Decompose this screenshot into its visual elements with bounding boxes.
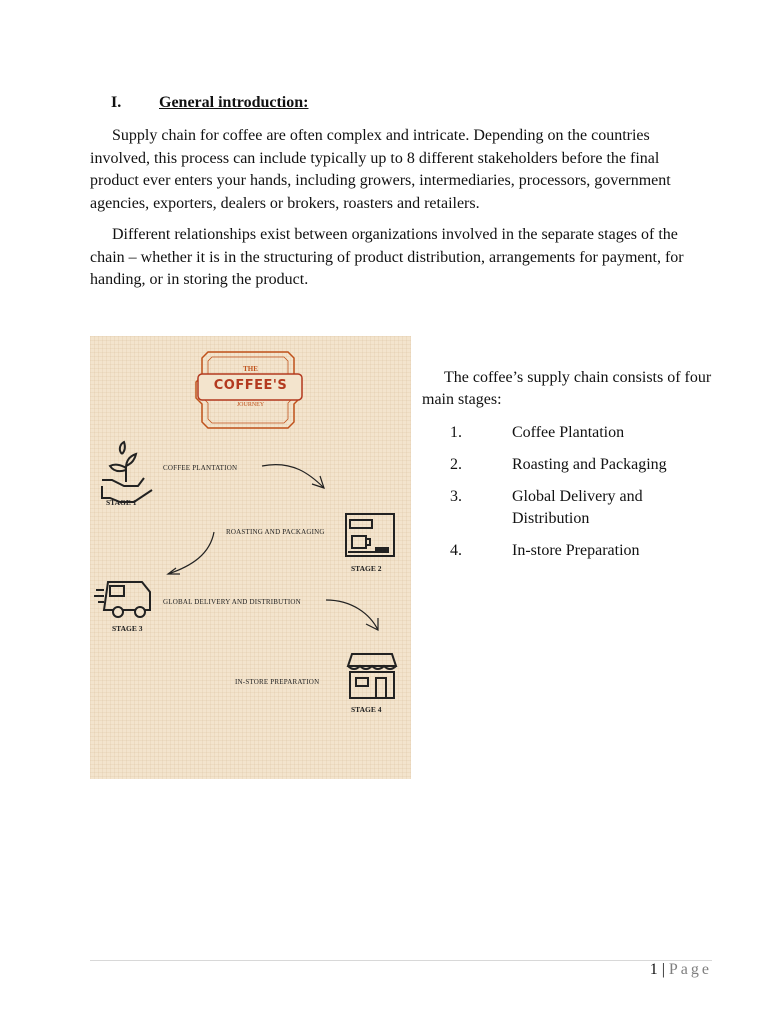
list-item-text: Roasting and Packaging — [512, 456, 667, 473]
step-label-roasting-packaging: ROASTING AND PACKAGING — [226, 528, 325, 536]
stages-intro-text: The coffee’s supply chain consists of four main stages: — [422, 369, 712, 408]
page-footer — [650, 961, 712, 979]
section-number: I. — [111, 94, 122, 111]
list-item — [450, 422, 730, 444]
list-item — [450, 454, 730, 476]
list-item-text: In-store Preparation — [512, 542, 640, 559]
list-item — [450, 486, 730, 530]
list-item-number: 2. — [450, 456, 462, 473]
badge-main-text: COFFEE'S — [213, 378, 288, 393]
delivery-truck-icon — [94, 582, 150, 617]
stages-list — [450, 422, 730, 572]
badge-bottom-text: JOURNEY — [236, 402, 265, 408]
list-item-text: Global Delivery and Distribution — [512, 488, 643, 527]
stage-4-label: STAGE 4 — [351, 705, 382, 714]
step-label-coffee-plantation: COFFEE PLANTATION — [163, 464, 238, 472]
coffee-journey-infographic — [90, 336, 411, 779]
list-item-number: 4. — [450, 542, 462, 559]
footer-divider — [90, 960, 712, 961]
badge-top-text: THE — [243, 365, 258, 373]
list-item-text: Coffee Plantation — [512, 424, 625, 441]
stage-1-label: STAGE 1 — [106, 498, 137, 507]
page-label: Page — [668, 961, 712, 978]
list-item-number: 3. — [450, 488, 462, 505]
stage-3-label: STAGE 3 — [112, 624, 143, 633]
list-item-number: 1. — [450, 424, 462, 441]
stage-2-label: STAGE 2 — [351, 564, 382, 573]
list-item — [450, 540, 730, 562]
plant-hand-icon — [102, 442, 152, 502]
step-label-global-delivery: GLOBAL DELIVERY AND DISTRIBUTION — [163, 598, 301, 606]
page-number: 1 — [649, 961, 658, 978]
section-heading — [111, 94, 308, 112]
section-title: General introduction: — [159, 94, 309, 111]
storefront-icon — [348, 654, 396, 698]
intro-paragraph-2: Different relationships exist between organizations involved in the separate stages of the chain – whether it is in the structuring of product distribution, arrangements for payment, for handing, or in storing the product. — [90, 226, 684, 288]
coffee-machine-icon — [346, 514, 394, 556]
page-separator: | — [661, 961, 665, 978]
intro-paragraph-1: Supply chain for coffee are often complex and intricate. Depending on the countries involved, this process can include typically up to 8 different stakeholders before the final product ever enters your hands, including growers, intermediaries, processors, government agencies, exporters, dealers or brokers, roasters and retailers. — [90, 127, 671, 212]
step-label-in-store-preparation: IN-STORE PREPARATION — [235, 678, 320, 686]
